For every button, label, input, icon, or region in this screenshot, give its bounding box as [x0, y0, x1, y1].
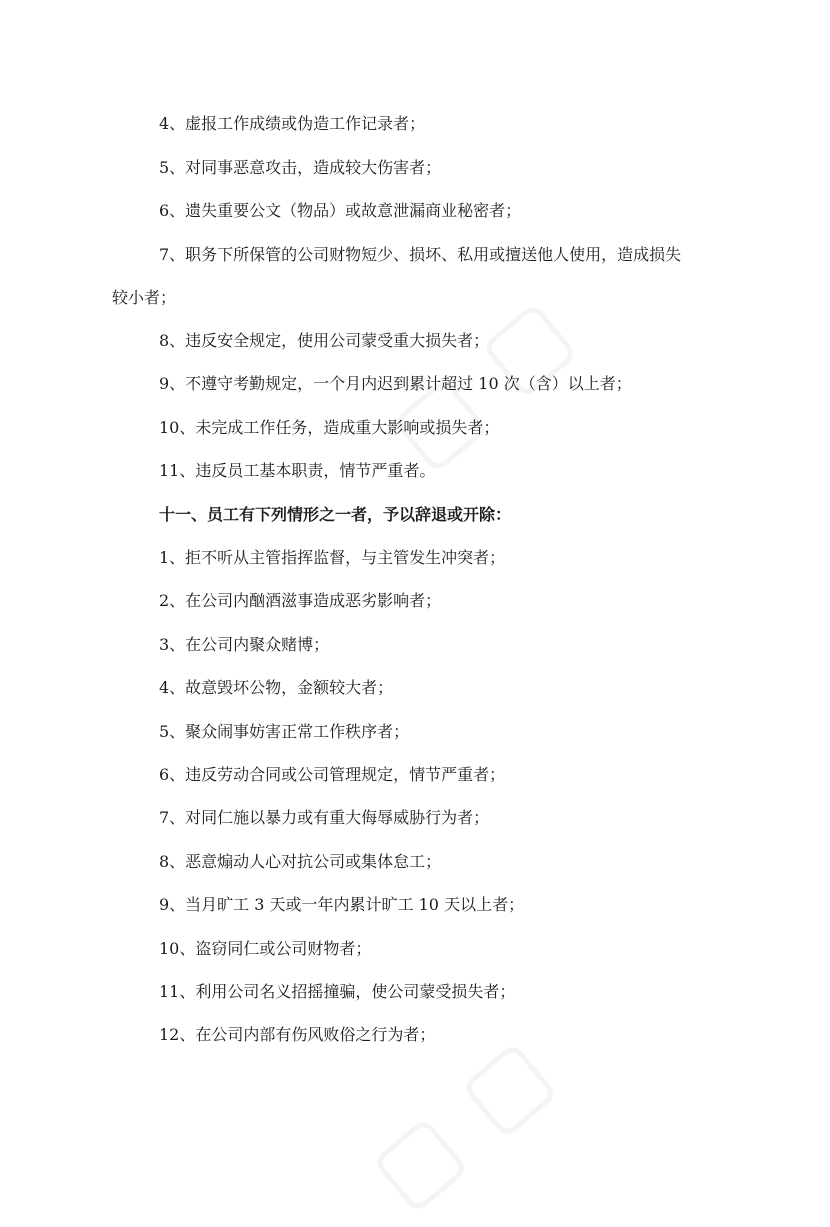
- list-item: 11、利用公司名义招摇撞骗，使公司蒙受损失者；: [159, 982, 516, 1001]
- list-item: 5、聚众闹事妨害正常工作秩序者；: [159, 722, 410, 741]
- list-item: 4、故意毁坏公物，金额较大者；: [159, 678, 394, 697]
- list-item: 9、当月旷工 3 天或一年内累计旷工 10 天以上者；: [159, 895, 525, 914]
- list-item: 12、在公司内部有伤风败俗之行为者；: [159, 1025, 436, 1044]
- list-item: 4、虚报工作成绩或伪造工作记录者；: [159, 114, 426, 133]
- list-item: 8、违反安全规定，使用公司蒙受重大损失者；: [159, 331, 490, 350]
- list-item: 7、职务下所保管的公司财物短少、损坏、私用或擅送他人使用，造成损失: [159, 245, 682, 264]
- list-item: 1、拒不听从主管指挥监督，与主管发生冲突者；: [159, 548, 506, 567]
- list-item: 6、遗失重要公文（物品）或故意泄漏商业秘密者；: [159, 201, 522, 220]
- list-item: 2、在公司内酗酒滋事造成恶劣影响者；: [159, 591, 442, 610]
- list-item: 9、不遵守考勤规定，一个月内迟到累计超过 10 次（含）以上者；: [159, 374, 632, 393]
- list-item: 5、对同事恶意攻击，造成较大伤害者；: [159, 158, 442, 177]
- list-item: 7、对同仁施以暴力或有重大侮辱威胁行为者；: [159, 808, 490, 827]
- watermark: [350, 1018, 572, 1227]
- list-item: 3、在公司内聚众赌博；: [159, 635, 330, 654]
- section-heading: 十一、员工有下列情形之一者，予以辞退或开除：: [159, 505, 512, 524]
- list-item: 10、盗窃同仁或公司财物者；: [159, 939, 372, 958]
- list-item: 10、未完成工作任务，造成重大影响或损失者；: [159, 418, 500, 437]
- list-item: 8、恶意煽动人心对抗公司或集体怠工；: [159, 852, 442, 871]
- list-item: 6、违反劳动合同或公司管理规定，情节严重者；: [159, 765, 506, 784]
- list-item-continuation: 较小者；: [112, 288, 177, 307]
- list-item: 11、违反员工基本职责，情节严重者。: [159, 461, 436, 480]
